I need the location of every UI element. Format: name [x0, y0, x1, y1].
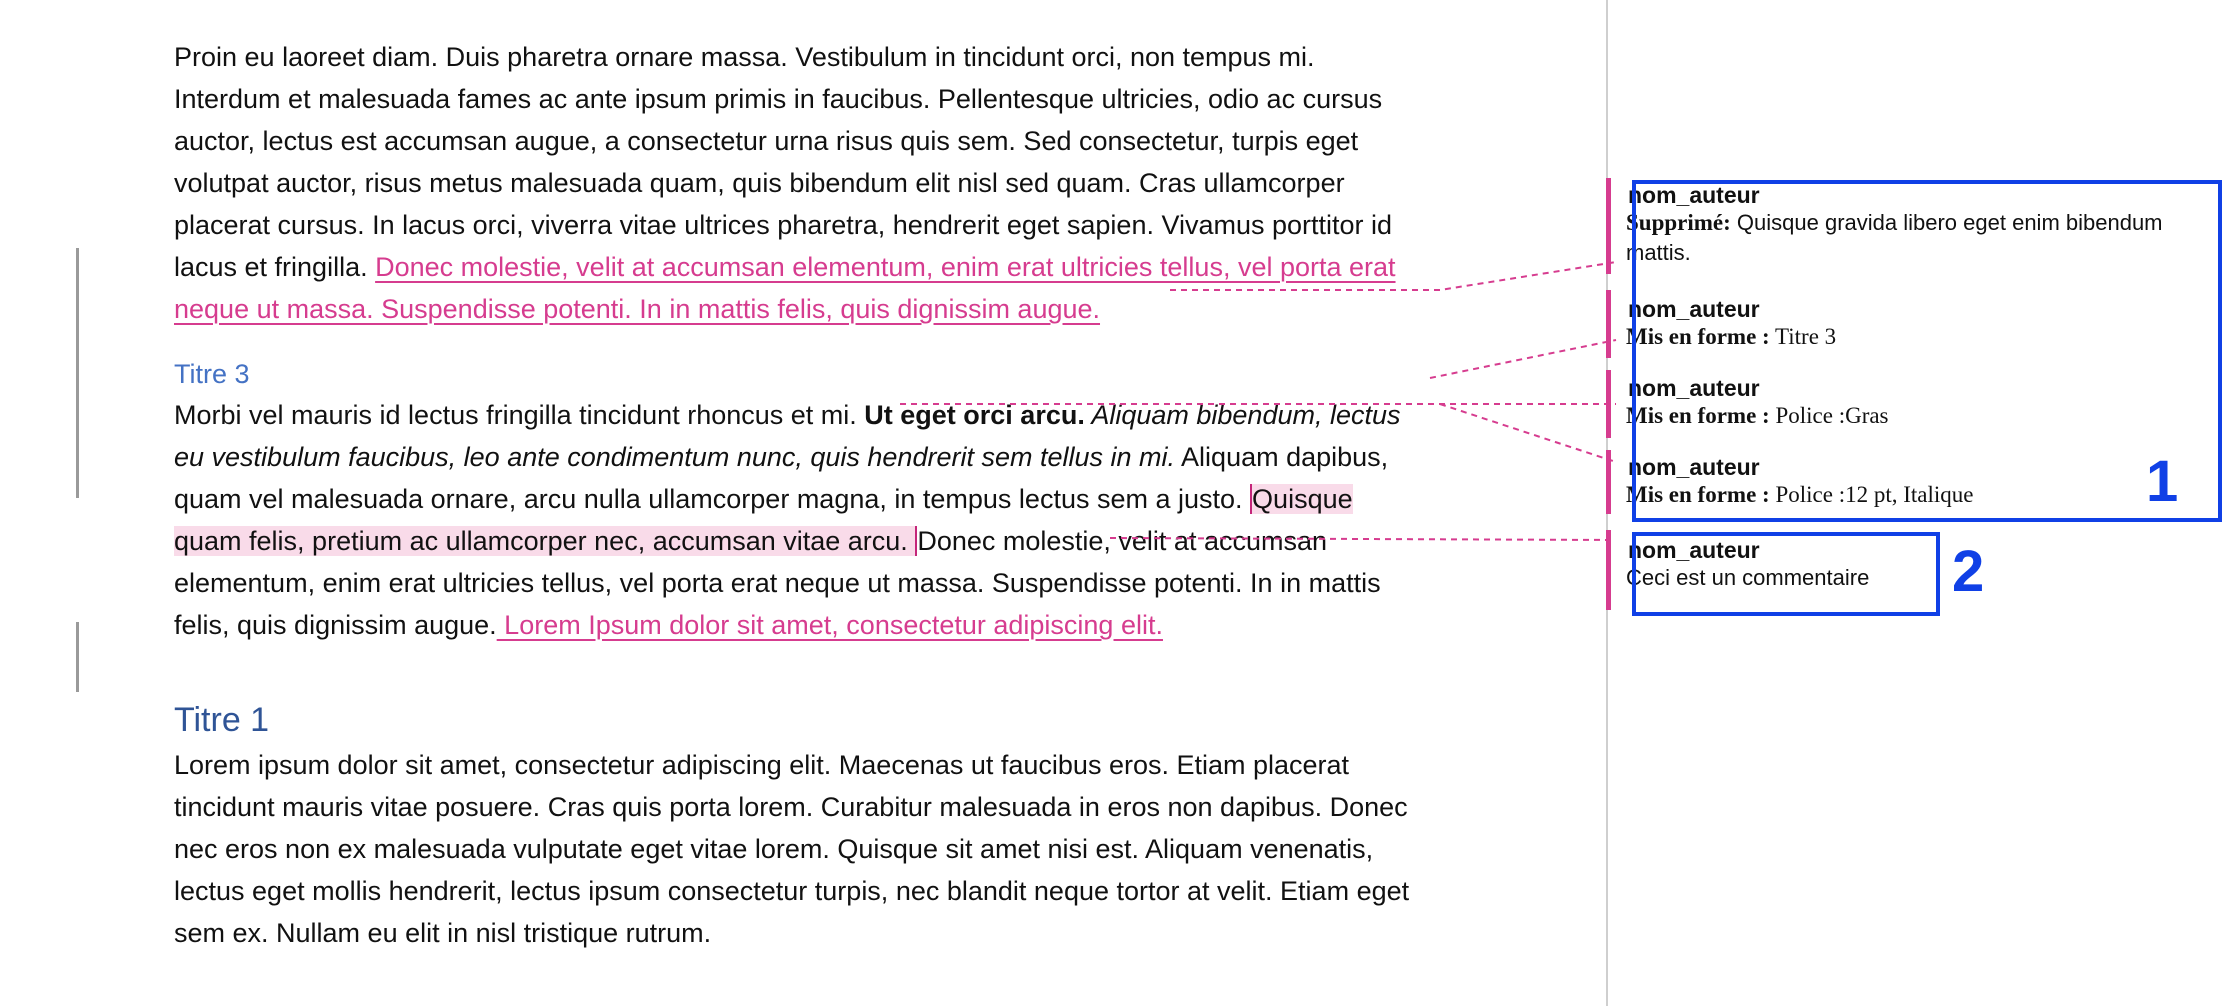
revision-bar-1	[1606, 178, 1611, 274]
annotation-number-1: 1	[2146, 449, 2179, 514]
revision-author: nom_auteur	[1628, 454, 1760, 480]
annotation-box-2	[1632, 532, 1940, 616]
commented-text[interactable]: Quisque quam felis, pretium ac ullamcorper nec, accumsan vitae arcu.	[174, 484, 1353, 556]
inserted-text-1[interactable]: Donec molestie, velit at accumsan elementum, enim erat ultricies tellus, vel porta erat neque ut massa. Suspendisse potenti. In in mattis felis, quis dignissim augue.	[174, 252, 1396, 324]
revision-bar-2	[1606, 290, 1611, 358]
paragraph-2-after: Donec molestie, velit at accumsan elementum, enim erat ultricies tellus, vel porta erat neque ut massa. Suspendisse potenti. In in mattis felis, quis dignissim augue.	[174, 526, 1381, 640]
paragraph-1-text: Proin eu laoreet diam. Duis pharetra ornare massa. Vestibulum in tincidunt orci, non tempus mi. Interdum et malesuada fames ac ante ipsum primis in faucibus. Pellentesque ultricies, odio ac cursus auctor, lectus est accumsan augue, a consectetur urna risus quis sem. Sed consectetur, turpis eget volutpat auctor, risus metus malesuada quam, quis bibendum elit nisl sed quam. Cras ullamcorper placerat cursus. In lacus orci, viverra vitae ultrices pharetra, hendrerit eget sapien. Vivamus porttitor id lacus et fringilla.	[174, 42, 1393, 282]
paragraph-3: Lorem ipsum dolor sit amet, consectetur adipiscing elit. Maecenas ut faucibus eros. Etiam placerat tincidunt mauris vitae posuere. Cras quis porta lorem. Curabitur malesuada in eros non dapibus. Donec nec eros non ex malesuada vulputate eget vitae lorem. Quisque sit amet nisi est. Aliquam venenatis, lectus eget mollis hendrerit, lectus ipsum consectetur turpis, nec blandit neque tortor at velit. Etiam eget sem ex. Nullam eu elit in nisl tristique rutrum.	[174, 750, 1410, 948]
italic-text: Aliquam bibendum, lectus eu vestibulum faucibus, leo ante condimentum nunc, quis hendrerit sem tellus in mi.	[174, 400, 1401, 472]
comment-author: nom_auteur	[1628, 537, 1760, 563]
paragraph-2-start: Morbi vel mauris id lectus fringilla tincidunt rhoncus et mi.	[174, 400, 865, 430]
revision-text: Police :12 pt, Italique	[1769, 482, 1974, 507]
connector-2	[1430, 340, 1616, 378]
revision-bar-4	[1606, 450, 1611, 514]
paragraph-1	[174, 36, 1414, 330]
revision-label: Mis en forme :	[1626, 403, 1770, 428]
revision-label: Mis en forme :	[1626, 324, 1770, 349]
annotation-number-2: 2	[1952, 539, 1985, 604]
annotation-box-1	[1632, 180, 2222, 522]
revision-label: Supprimé:	[1626, 210, 1731, 235]
revision-author: nom_auteur	[1628, 375, 1760, 401]
bold-text: Ut eget orci arcu.	[864, 400, 1085, 430]
revision-author: nom_auteur	[1628, 296, 1760, 322]
comment-text: Ceci est un commentaire	[1626, 565, 1870, 590]
paragraph-2-mid: Aliquam dapibus, quam vel malesuada ornare, arcu nulla ullamcorper magna, in tempus lectus sem a justo.	[174, 442, 1389, 514]
connector-4	[1440, 404, 1616, 462]
heading-titre-3: Titre 3	[174, 359, 250, 389]
document-body[interactable]	[174, 36, 1414, 954]
revision-bar-3	[1606, 370, 1611, 438]
revision-text: Titre 3	[1769, 324, 1837, 349]
inserted-text-2[interactable]: Lorem Ipsum dolor sit amet, consectetur adipiscing elit.	[496, 610, 1163, 640]
revision-text: Quisque gravida libero eget enim bibendum mattis.	[1626, 210, 2163, 265]
paragraph-2	[174, 394, 1414, 646]
change-bar-1	[76, 248, 79, 498]
comment-bar	[1606, 530, 1611, 610]
revision-text: Police :Gras	[1769, 403, 1889, 428]
change-bar-2	[76, 622, 79, 692]
heading-titre-1: Titre 1	[174, 701, 270, 739]
revision-label: Mis en forme :	[1626, 482, 1770, 507]
revision-author: nom_auteur	[1628, 182, 1760, 208]
